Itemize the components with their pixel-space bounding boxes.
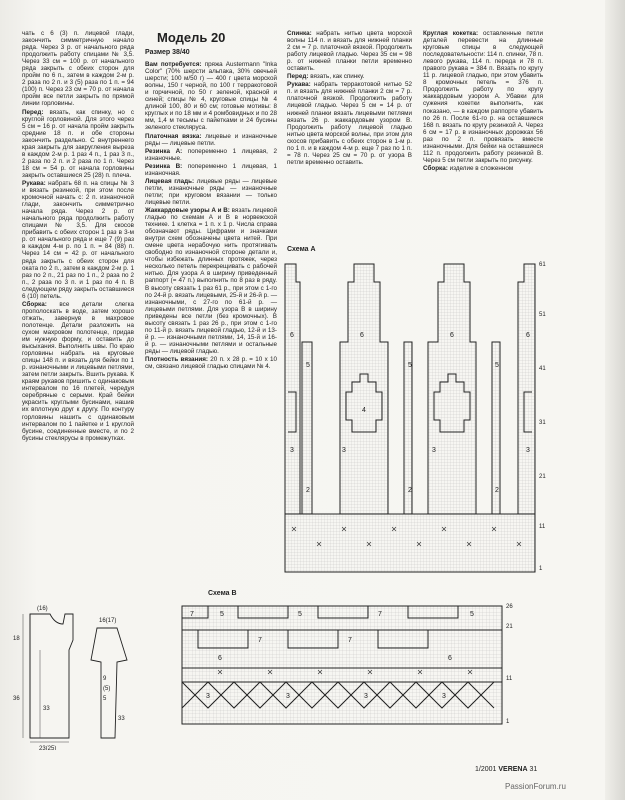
paragraph: Резинка А: попеременно 1 лицевая, 2 изнаночные. <box>145 147 277 162</box>
scheme-a-chart <box>282 252 557 577</box>
color-code: 5 <box>298 611 302 618</box>
measure-label: 5 <box>103 696 107 702</box>
model-title: Модель 20 <box>157 30 226 45</box>
color-code: 7 <box>348 637 352 644</box>
color-code: 3 <box>432 447 436 454</box>
paragraph: Платочная вязка: лицевые и изнаночные ряды — лицевые петли. <box>145 132 278 147</box>
paragraph: чать с 6 (3) п. лицевой глади, закончить симметричную начало ряда. Через 3 р. от начального ряда продолжить работу спицами № 3,5. Через 33 см = 100 р. от начального ряда закрыть с обеих сторон для пройм по 6 п., затем в каждом 2-м р. 2 раза по 2 п. и 3 (5) раза по 1 п. = 94 (100) п. Через 23 см = 70 р. от начала пройм все петли закрыть по прямой линии горловины. <box>22 30 134 108</box>
color-code: 6 <box>290 332 294 339</box>
color-code: 6 <box>218 655 222 662</box>
color-code: 7 <box>190 611 194 618</box>
measure-label: 23(25) <box>39 746 57 750</box>
page-edge <box>605 0 625 800</box>
color-code: 3 <box>364 693 368 700</box>
color-code: 3 <box>290 447 294 454</box>
color-code: 2 <box>495 487 499 494</box>
paragraph: Жаккардовые узоры А и В: вязать лицевой гладью по схемам А и В в норвежской технике. 1 клетка = 1 п. х 1 р. Числа справа обозначают ряды. Цифрами и значками внутри схем обозначены цвета нитей. При смене цвета нерабочую нить протягивать свободно по изнаночной стороне детали и, чтобы избежать длинных протяжек, через несколько петель перекрещивать с рабочей нитью. Для узора А в ширину приведенный раппорт (= 47 п.) выполнить по 8 раз в ряду. В высоту связать 1 раз 61 р., при этом с 1-го по 24-й р. вязать лицевыми, 25-й и 26-й р. — изнаночными, с 27-го по 61-й р. — лицевыми петлями. Для узора В в ширину приведены все петли (без кромочных). В высоту связать 1 раз 26 р., при этом с 1-го по 11-й р. вязать лицевой гладью, 12-й и 13-й р. — изнаночными петлями, 14, 15-й и 16-й р. — изнаночными петлями и остальные ряды — лицевой гладью. <box>145 206 278 355</box>
color-code: 3 <box>342 447 346 454</box>
garment-pattern-diagram <box>5 600 135 750</box>
measure-label: 33 <box>118 716 125 722</box>
color-code: 5 <box>220 611 224 618</box>
scheme-b-label: Схема В <box>208 590 237 597</box>
measure-label: 36 <box>13 696 20 702</box>
row-number: 31 <box>539 420 546 426</box>
color-code: 5 <box>470 611 474 618</box>
paragraph: Сборка: все детали слегка прополоскать в воде, затем хорошо отжать, завернув в махровое полотенце. Детали разложить на сухом махровом полотенце, придав им нужную форму, и оставить до высыхания. Выполнить швы. По краю горловины набрать на круговые спицы 148 п. и вязать для бейки по 1 р. изнаночными и лицевыми петлями, затем петли закрыть. Вшить рукава. К краям рукавов пришить с одинаковым интервалом по 16 плетей, чередуя серебряные с серыми. Край бейки украсить круглыми бусинами, нашив их вплотную друг к другу. По контуру горловины нашить с одинаковым интервалом по 1 пайетке и 1 круглой бусине, соединенные вместе, и по 2 бусины стеклярусы в промежутках. <box>22 300 134 442</box>
size-heading: Размер 38/40 <box>145 49 190 56</box>
page-number: 31 <box>529 766 538 773</box>
color-code: 3 <box>442 693 446 700</box>
measure-label: (5) <box>103 686 111 692</box>
column-4 <box>423 30 543 173</box>
scheme-a-label: Схема А <box>287 246 316 253</box>
color-code: 2 <box>408 487 412 494</box>
paragraph: Перед: вязать, как спинку, но с круглой горловиной. Для этого через 5 см = 16 р. от начала пройм закрыть средние 18 п. и обе стороны закончить раздельно. С внутреннего края закрыть для закругления выреза в каждом 2-м р. 1 раз 4 п., 1 раз 3 п., 2 раза по 2 п. и 2 раза по 1 п. Через 18 см = 54 р. от начала горловины закрыть оставшиеся 25 (28) п. плеча. <box>22 108 134 179</box>
measure-label: (16) <box>37 606 48 612</box>
row-number: 51 <box>539 312 546 318</box>
paragraph: Лицевая гладь: лицевые ряды — лицевые петли, изнаночные ряды — изнаночные петли; при круговом вязании — только лицевые петли. <box>145 177 277 206</box>
color-code: 5 <box>408 362 412 369</box>
column-3 <box>287 30 412 167</box>
paragraph: Перед: вязать, как спинку. <box>287 73 365 81</box>
row-number: 1 <box>506 719 510 725</box>
color-code: 6 <box>448 655 452 662</box>
measure-label: 18 <box>13 636 20 642</box>
issue-number: 1/2001 <box>475 766 497 773</box>
paragraph: Спинка: набрать нитью цвета морской волны 114 п. и вязать для нижней планки 2 см = 7 р. платочной вязкой. Продолжить работу лицевой гладью. Через 35 см = 98 р. от нижней планки петли временно оставить. <box>287 30 412 73</box>
magazine-name: VERENA <box>498 766 528 773</box>
row-number: 1 <box>539 566 543 572</box>
color-code: 6 <box>450 332 454 339</box>
row-number: 61 <box>539 262 546 268</box>
paragraph: Рукава: набрать терракотовой нитью 52 п. и вязать для нижней планки 2 см = 7 р. платочной вязкой. Продолжить работу лицевой гладью. Через 5 см = 14 р. от нижней планки вязать лицевыми петлями вязать 26 р. жаккардовым узором В. Продолжить работу лицевой гладью нитью цвета морской волны, при этом для скосов прибавить с обеих сторон в 1-м р. по 1 п. и в каждом 4-м р. еще 7 раз по 1 п. = 78 п. Через 25 см = 70 р. от узора В петли временно оставить. <box>287 81 412 166</box>
measure-label: 16(17) <box>99 618 117 624</box>
color-code: 6 <box>526 332 530 339</box>
color-code: 3 <box>206 693 210 700</box>
row-number: 26 <box>506 604 513 610</box>
scheme-b-chart <box>178 598 523 728</box>
watermark: PassionForum.ru <box>505 782 566 791</box>
paragraph: Резинка В: попеременно 1 лицевая, 1 изнаночная. <box>145 162 277 177</box>
row-number: 11 <box>506 676 513 682</box>
paragraph: Рукава: набрать 68 п. на спицы № 3 и вязать резинкой, при этом после кромочной начать с: 2 п. изнаночной глади, закончить симметрично начала ряда. Через 2 р. от начального ряда продолжить работу спицами № 3,5. Для скосов прибавить с обеих сторон 1 раз в 3-м р. от начального ряда и еще 7 (9) раз в каждом 4-м р. по 1 п. = 84 (88) п. Через 14 см = 42 р. от начального ряда закрыть с обеих сторон для оката по 2 п., затем в каждом 2-м р. 1 раз по 2 п., 21 раз по 1 п., 2 раза по 2 п., 2 раза по 3 п. и 1 раз по 4 п. В следующем ряду закрыть оставшиеся 6 (10) петель. <box>22 179 135 300</box>
paragraph: Сборка: изделие в сложенном <box>423 164 514 172</box>
color-code: 5 <box>306 362 310 369</box>
color-code: 5 <box>495 362 499 369</box>
color-code: 3 <box>286 693 290 700</box>
row-number: 11 <box>539 524 546 530</box>
color-code: 4 <box>362 407 366 414</box>
color-code: 2 <box>306 487 310 494</box>
paragraph: Плотность вязания: 20 п. х 28 р. = 10 х 10 см, связано лицевой гладью спицами № 4. <box>145 355 278 371</box>
row-number: 21 <box>539 474 546 480</box>
measure-label: 9 <box>103 676 107 682</box>
row-number: 41 <box>539 366 546 372</box>
color-code: 7 <box>378 611 382 618</box>
measure-label: 33 <box>43 706 50 712</box>
column-1 <box>22 30 134 443</box>
row-number: 21 <box>506 624 513 630</box>
paragraph: Вам потребуется: пряжа Austermann "Inka Color" (70% шерсти альпака, 30% овечьей шерсти; 100 м/50 г) — 400 г цвета морской волны, 150 г черной, по 100 г терракотовой и горчичной, по 50 г зеленой, красной и синей; спицы № 4, круговые спицы № 4 длиной 100, 80 и 60 см; готовые мотивы: 8 круглых и по 18 мм и 4 ромбовидных и по 28 мм, 1,4 м тесьмы с пайетками и 24 бусины зеленого стекляруса. <box>145 61 278 132</box>
column-2 <box>145 30 277 371</box>
color-code: 3 <box>526 447 530 454</box>
paragraph: Круглая кокетка: оставленные петли деталей перевести на длинные круговые спицы в следующей последовательности: 114 п. спинки, 78 п. левого рукава, 114 п. переда и 78 п. правого рукава = 384 п. Вязать по кругу 11 р. лицевой гладью, при этом убавить 8 кромочных петель = 376 п. Продолжить работу по кругу жаккардовым узором А. Убавки для сужения кокетки выполнить, как показано, — в каждом раппорте убавить по 26 п. После 61-го р. на оставшиеся 168 п. вязать по кругу резинкой А. Через 6 см = 17 р. в изнаночных дорожках 56 раз по 2 п. провязать вместе изнаночными. Для бейки на оставшиеся 112 п. продолжить работу резинкой В. Через 5 см петли закрыть по рисунку. <box>423 30 543 164</box>
color-code: 6 <box>360 332 364 339</box>
page-footer <box>475 766 537 773</box>
color-code: 7 <box>258 637 262 644</box>
